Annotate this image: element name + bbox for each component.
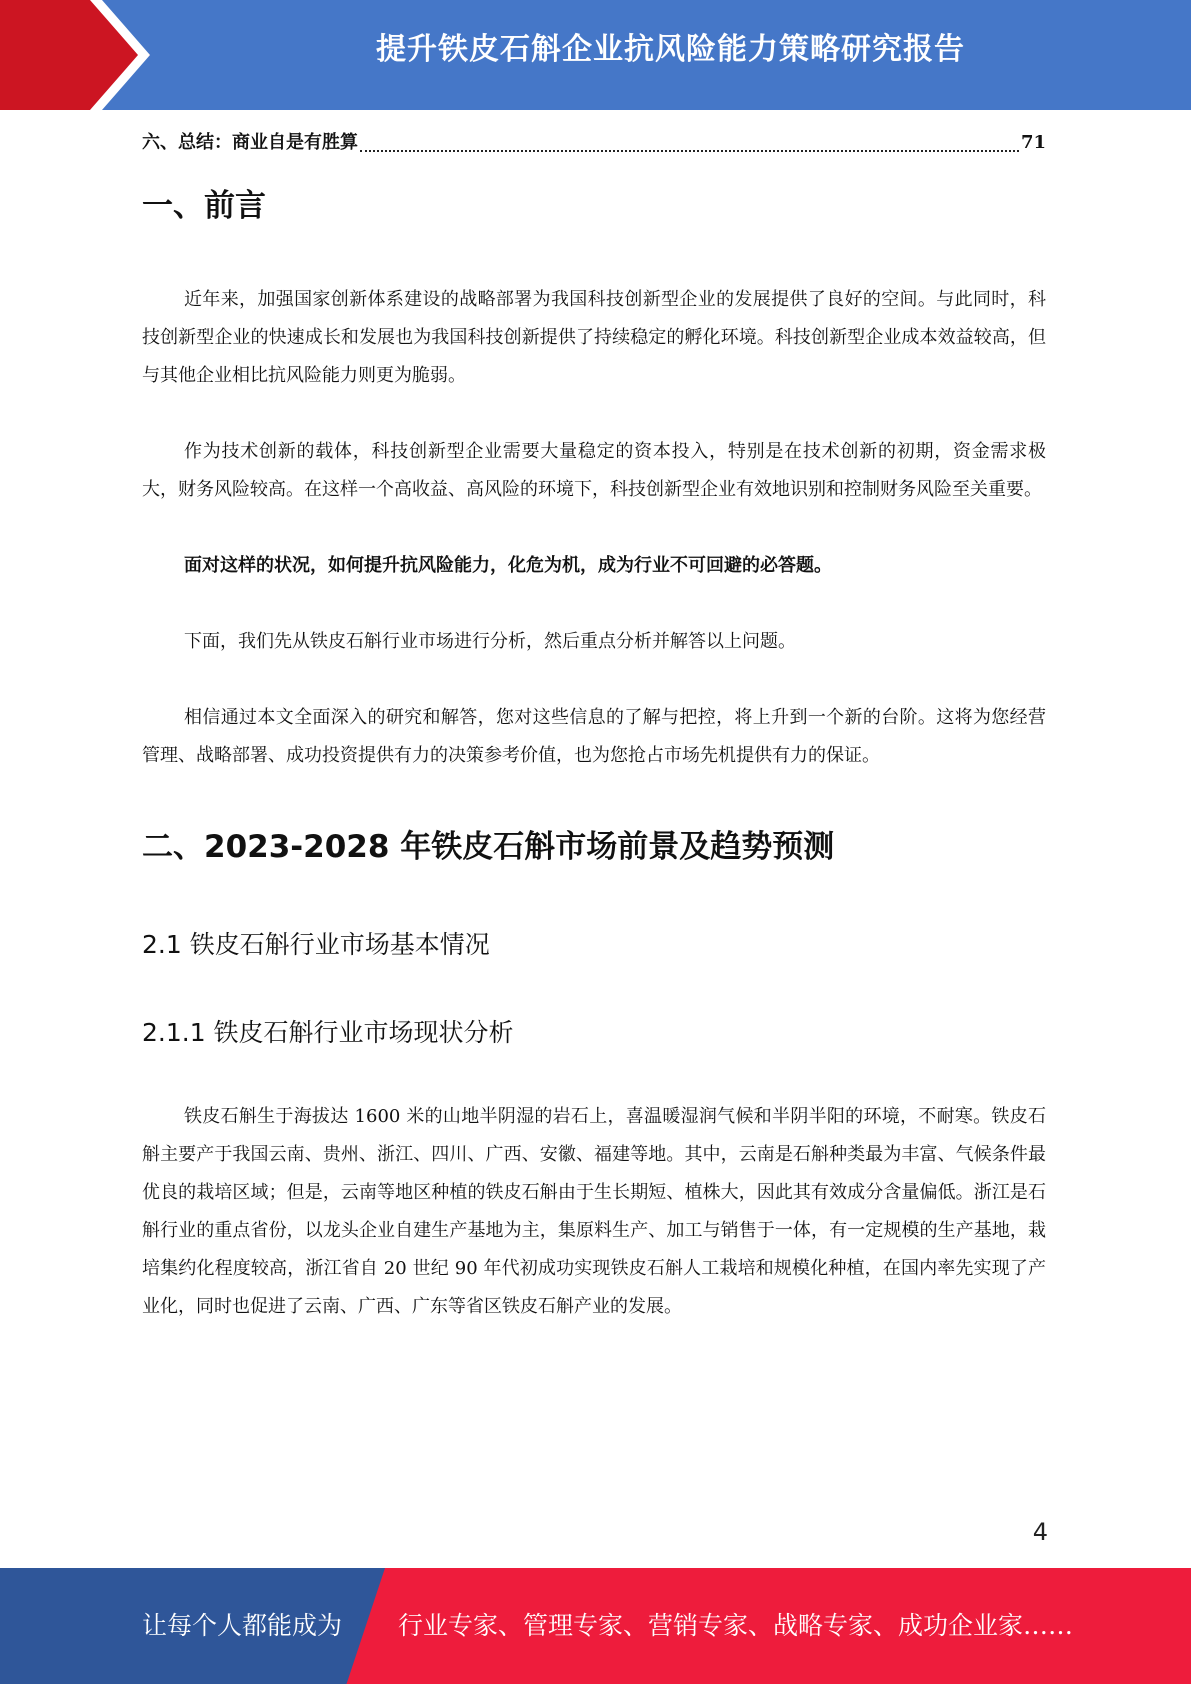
page-content (142, 118, 1046, 1326)
section-2-1-heading: 2.1 铁皮石斛行业市场基本情况 (142, 930, 490, 960)
footer-banner (0, 1568, 1191, 1684)
toc-entry-page: 71 (1020, 132, 1046, 153)
paragraph-4: 下面，我们先从铁皮石斛行业市场进行分析，然后重点分析并解答以上问题。 (184, 631, 796, 653)
toc-entry[interactable] (142, 118, 1046, 168)
section-1-heading: 一、前言 (142, 188, 266, 224)
report-title: 提升铁皮石斛企业抗风险能力策略研究报告 (376, 32, 965, 67)
toc-leader-dots (360, 150, 1019, 152)
paragraph-2: 作为技术创新的载体，科技创新型企业需要大量稳定的资本投入，特别是在技术创新的初期，资金需求极大，财务风险较高。在这样一个高收益、高风险的环境下，科技创新型企业有效地识别和控制财务风险至关重要。 (142, 441, 1046, 501)
paragraph-5: 相信通过本文全面深入的研究和解答，您对这些信息的了解与把控，将上升到一个新的台阶。这将为您经营管理、战略部署、成功投资提供有力的决策参考价值，也为您抢占市场先机提供有力的保证。 (142, 707, 1046, 767)
footer-slogan-right: 行业专家、管理专家、营销专家、战略专家、成功企业家…… (398, 1611, 1074, 1640)
header-banner (0, 0, 1191, 110)
toc-entry-label: 六、总结：商业自是有胜算 (142, 132, 358, 153)
paragraph-3-emphasis: 面对这样的状况，如何提升抗风险能力，化危为机，成为行业不可回避的必答题。 (184, 555, 832, 577)
paragraph-6: 铁皮石斛生于海拔达 1600 米的山地半阴湿的岩石上，喜温暖湿润气候和半阴半阳的环境，不耐寒。铁皮石斛主要产于我国云南、贵州、浙江、四川、广西、安徽、福建等地。其中，云南是石斛种类最为丰富、气候条件最优良的栽培区域；但是，云南等地区种植的铁皮石斛由于生长期短、植株大，因此其有效成分含量偏低。浙江是石斛行业的重点省份，以龙头企业自建生产基地为主，集原料生产、加工与销售于一体，有一定规模的生产基地，栽培集约化程度较高，浙江省自 20 世纪 90 年代初成功实现铁皮石斛人工栽培和规模化种植，在国内率先实现了产业化，同时也促进了云南、广西、广东等省区铁皮石斛产业的发展。 (142, 1106, 1046, 1318)
paragraph-1: 近年来，加强国家创新体系建设的战略部署为我国科技创新型企业的发展提供了良好的空间。与此同时，科技创新型企业的快速成长和发展也为我国科技创新提供了持续稳定的孵化环境。科技创新型企业成本效益较高，但与其他企业相比抗风险能力则更为脆弱。 (142, 289, 1046, 387)
page-number: 4 (1032, 1518, 1048, 1546)
section-2-heading: 二、2023-2028 年铁皮石斛市场前景及趋势预测 (142, 829, 835, 866)
footer-slogan-left: 让每个人都能成为 (142, 1611, 343, 1640)
section-2-1-1-heading: 2.1.1 铁皮石斛行业市场现状分析 (142, 1018, 514, 1048)
header-red-arrow (0, 0, 150, 110)
